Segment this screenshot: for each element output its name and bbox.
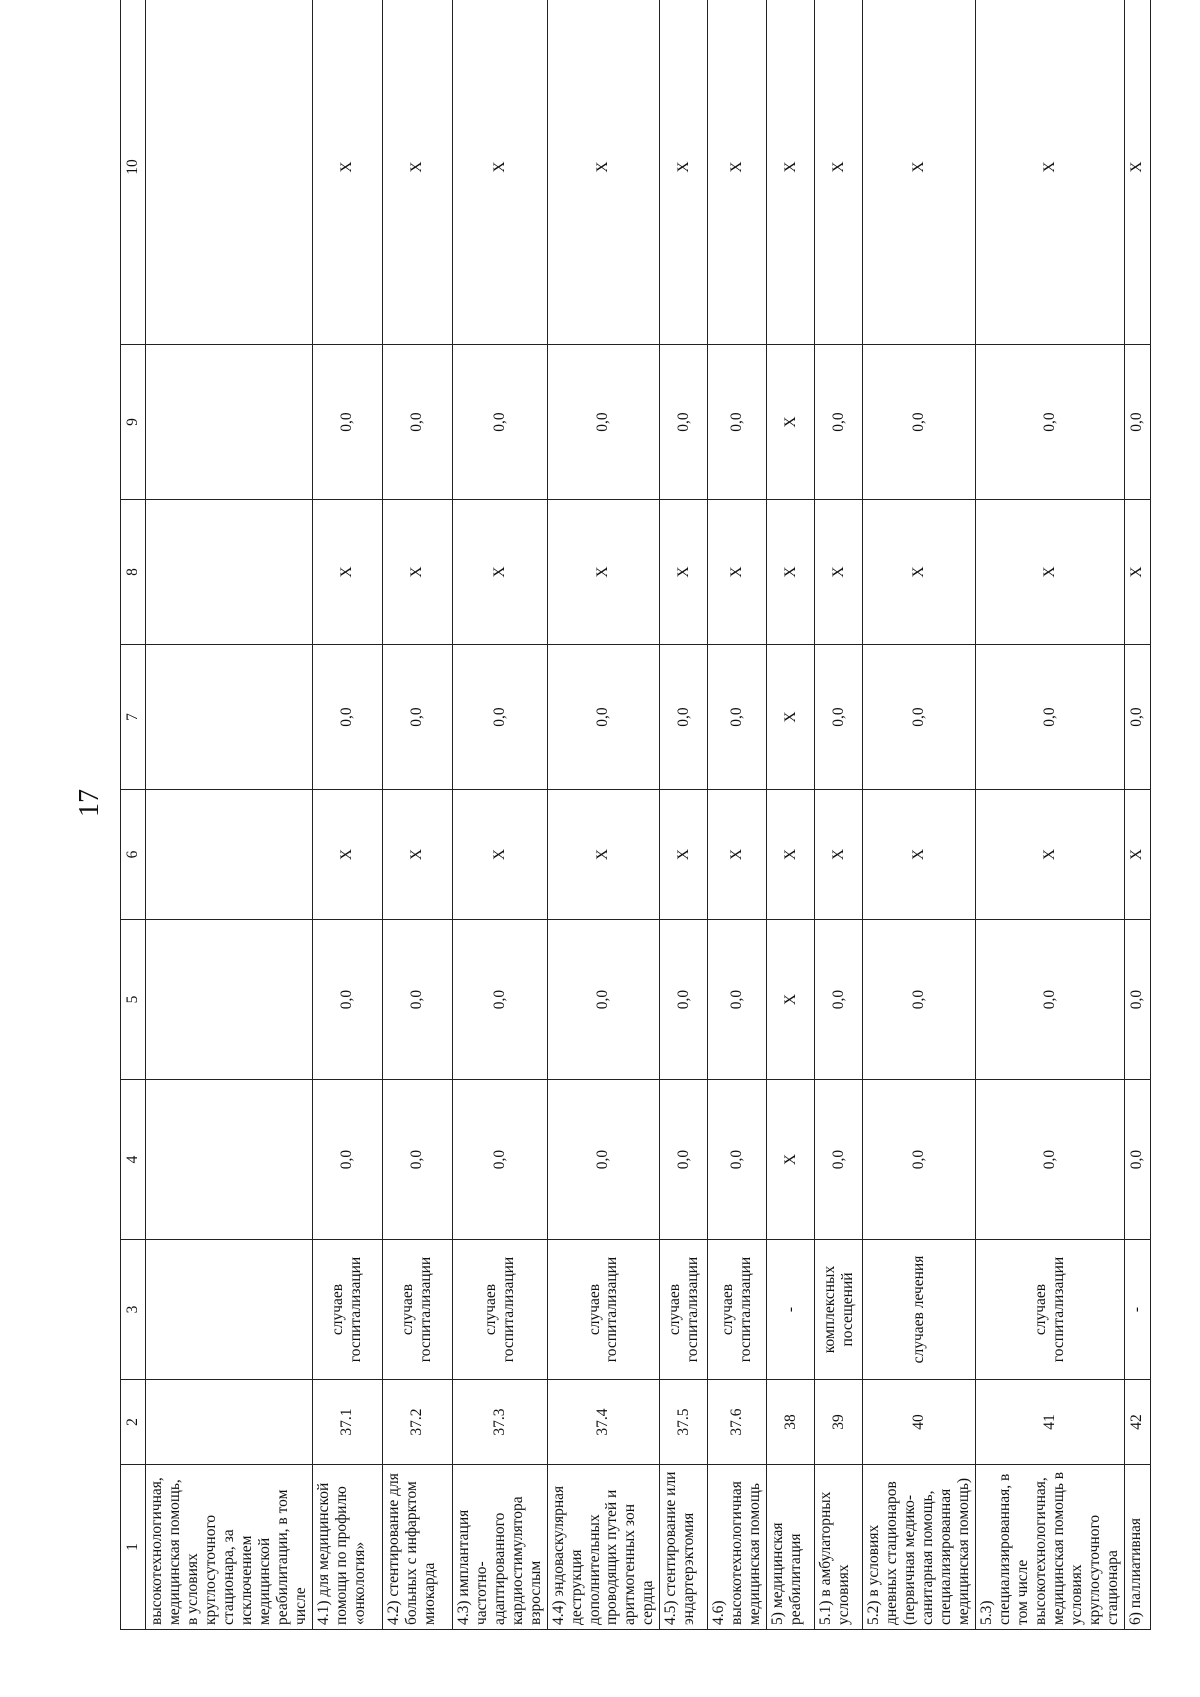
cell-value: X xyxy=(452,0,547,345)
cell-value: 0,0 xyxy=(452,645,547,790)
table-row xyxy=(863,0,976,1630)
cell-value: X xyxy=(863,0,976,345)
cell-value: X xyxy=(1124,500,1150,645)
cell-row-number: 38 xyxy=(767,1380,815,1465)
cell-value: X xyxy=(863,790,976,920)
cell-unit: случаев госпитализации xyxy=(452,1240,547,1380)
cell-value: 0,0 xyxy=(452,920,547,1080)
cell-value: 0,0 xyxy=(660,645,708,790)
cell-value: 0,0 xyxy=(452,1080,547,1240)
cell-row-number: 37.2 xyxy=(382,1380,452,1465)
cell-label: высокотехнологичная, медицинская помощь, в условиях круглосуточного стационара, за исключением медицинской реабилитации, в том числе xyxy=(146,1465,313,1630)
cell-value: X xyxy=(767,345,815,500)
data-table xyxy=(120,0,1151,1630)
column-header: 8 xyxy=(121,500,146,645)
cell-value: X xyxy=(382,790,452,920)
cell-unit xyxy=(146,1240,313,1380)
cell-value xyxy=(146,345,313,500)
cell-value: X xyxy=(767,500,815,645)
cell-value: 0,0 xyxy=(452,345,547,500)
table-row xyxy=(660,0,708,1630)
table-row xyxy=(312,0,382,1630)
cell-label: 5.3) специализированная, в том числе высокотехнологичная, медицинская помощь в условиях круглосуточного стационара xyxy=(976,1465,1125,1630)
cell-value: X xyxy=(660,790,708,920)
column-header: 7 xyxy=(121,645,146,790)
cell-value: X xyxy=(452,790,547,920)
cell-value: 0,0 xyxy=(708,345,767,500)
cell-value: X xyxy=(312,500,382,645)
cell-value: 0,0 xyxy=(863,920,976,1080)
cell-unit: случаев госпитализации xyxy=(708,1240,767,1380)
cell-value: 0,0 xyxy=(815,645,863,790)
cell-value: 0,0 xyxy=(1124,345,1150,500)
column-header: 6 xyxy=(121,790,146,920)
cell-label: 4.6) высокотехнологичная медицинская помощь xyxy=(708,1465,767,1630)
cell-value: X xyxy=(312,0,382,345)
cell-unit: случаев госпитализации xyxy=(976,1240,1125,1380)
cell-unit: - xyxy=(1124,1240,1150,1380)
cell-value: 0,0 xyxy=(1124,920,1150,1080)
cell-value: X xyxy=(547,790,660,920)
cell-value: X xyxy=(547,0,660,345)
cell-value: 0,0 xyxy=(660,345,708,500)
cell-row-number: 37.1 xyxy=(312,1380,382,1465)
cell-value: X xyxy=(382,500,452,645)
table-row xyxy=(382,0,452,1630)
header-row xyxy=(121,0,146,1630)
cell-value: X xyxy=(1124,790,1150,920)
cell-value: X xyxy=(815,500,863,645)
cell-unit: случаев госпитализации xyxy=(312,1240,382,1380)
cell-value: X xyxy=(767,920,815,1080)
cell-unit: случаев госпитализации xyxy=(660,1240,708,1380)
cell-value: 0,0 xyxy=(976,1080,1125,1240)
cell-value: 0,0 xyxy=(547,1080,660,1240)
cell-value: 0,0 xyxy=(976,920,1125,1080)
column-header: 3 xyxy=(121,1240,146,1380)
cell-value: X xyxy=(976,500,1125,645)
cell-value xyxy=(146,0,313,345)
cell-value: 0,0 xyxy=(547,920,660,1080)
cell-value: 0,0 xyxy=(1124,645,1150,790)
cell-value: 0,0 xyxy=(312,345,382,500)
cell-unit: случаев госпитализации xyxy=(547,1240,660,1380)
cell-value: X xyxy=(660,500,708,645)
cell-row-number: 42 xyxy=(1124,1380,1150,1465)
cell-value: 0,0 xyxy=(708,1080,767,1240)
cell-value: X xyxy=(452,500,547,645)
cell-value: 0,0 xyxy=(547,345,660,500)
cell-value: 0,0 xyxy=(312,1080,382,1240)
cell-value: 0,0 xyxy=(1124,1080,1150,1240)
cell-row-number: 37.5 xyxy=(660,1380,708,1465)
cell-value: X xyxy=(767,0,815,345)
cell-value: 0,0 xyxy=(863,645,976,790)
column-header: 10 xyxy=(121,0,146,345)
cell-value: X xyxy=(708,0,767,345)
column-header: 4 xyxy=(121,1080,146,1240)
table-row xyxy=(976,0,1125,1630)
cell-unit: комплексных посещений xyxy=(815,1240,863,1380)
cell-value: 0,0 xyxy=(382,645,452,790)
cell-row-number: 37.4 xyxy=(547,1380,660,1465)
cell-value xyxy=(146,645,313,790)
column-header: 9 xyxy=(121,345,146,500)
cell-value: 0,0 xyxy=(863,345,976,500)
table-row xyxy=(547,0,660,1630)
table-row xyxy=(708,0,767,1630)
cell-label: 6) паллиативная xyxy=(1124,1465,1150,1630)
cell-value: X xyxy=(767,790,815,920)
cell-value xyxy=(146,500,313,645)
cell-value: 0,0 xyxy=(976,645,1125,790)
column-header: 1 xyxy=(121,1465,146,1630)
cell-value xyxy=(146,920,313,1080)
cell-value: 0,0 xyxy=(708,920,767,1080)
cell-value: X xyxy=(863,500,976,645)
cell-row-number: 37.6 xyxy=(708,1380,767,1465)
cell-unit: случаев лечения xyxy=(863,1240,976,1380)
cell-label: 5.2) в условиях дневных стационаров (первичная медико-санитарная помощь, специализированная медицинская помощь) xyxy=(863,1465,976,1630)
cell-value: 0,0 xyxy=(382,1080,452,1240)
cell-label: 4.3) имплантация частотно-адаптированного кардиостимулятора взрослым xyxy=(452,1465,547,1630)
cell-value: X xyxy=(976,0,1125,345)
cell-value: 0,0 xyxy=(382,345,452,500)
cell-value: 0,0 xyxy=(815,920,863,1080)
cell-value: X xyxy=(547,500,660,645)
column-header: 2 xyxy=(121,1380,146,1465)
cell-value: 0,0 xyxy=(815,1080,863,1240)
table-row xyxy=(1124,0,1150,1630)
table-row xyxy=(452,0,547,1630)
cell-row-number: 39 xyxy=(815,1380,863,1465)
cell-value: 0,0 xyxy=(547,645,660,790)
cell-value: 0,0 xyxy=(382,920,452,1080)
column-header: 5 xyxy=(121,920,146,1080)
cell-label: 4.2) стентирование для больных с инфарктом миокарда xyxy=(382,1465,452,1630)
cell-unit: - xyxy=(767,1240,815,1380)
cell-value: 0,0 xyxy=(660,1080,708,1240)
table-row xyxy=(815,0,863,1630)
cell-label: 5) медицинская реабилитация xyxy=(767,1465,815,1630)
cell-label: 5.1) в амбулаторных условиях xyxy=(815,1465,863,1630)
cell-value xyxy=(146,790,313,920)
cell-value: 0,0 xyxy=(312,920,382,1080)
cell-row-number xyxy=(146,1380,313,1465)
cell-label: 4.1) для медицинской помощи по профилю «онкология» xyxy=(312,1465,382,1630)
cell-value: 0,0 xyxy=(815,345,863,500)
cell-value: 0,0 xyxy=(863,1080,976,1240)
cell-row-number: 40 xyxy=(863,1380,976,1465)
page-number: 17 xyxy=(74,789,105,817)
cell-value: X xyxy=(976,790,1125,920)
cell-unit: случаев госпитализации xyxy=(382,1240,452,1380)
cell-value: X xyxy=(660,0,708,345)
cell-value: X xyxy=(708,500,767,645)
cell-value: X xyxy=(815,790,863,920)
cell-value: X xyxy=(767,1080,815,1240)
cell-value: X xyxy=(382,0,452,345)
table-row xyxy=(146,0,313,1630)
cell-value: X xyxy=(815,0,863,345)
table-row xyxy=(767,0,815,1630)
cell-row-number: 37.3 xyxy=(452,1380,547,1465)
cell-value: 0,0 xyxy=(312,645,382,790)
cell-value: X xyxy=(767,645,815,790)
cell-value: 0,0 xyxy=(660,920,708,1080)
cell-value xyxy=(146,1080,313,1240)
cell-value: X xyxy=(708,790,767,920)
rotated-table-container xyxy=(120,50,1146,1630)
cell-value: 0,0 xyxy=(976,345,1125,500)
cell-row-number: 41 xyxy=(976,1380,1125,1465)
cell-label: 4.5) стентирование или эндартерэктомия xyxy=(660,1465,708,1630)
cell-label: 4.4) эндоваскулярная деструкция дополнительных проводящих путей и аритмогенных зон сердца xyxy=(547,1465,660,1630)
cell-value: 0,0 xyxy=(708,645,767,790)
cell-value: X xyxy=(312,790,382,920)
cell-value: X xyxy=(1124,0,1150,345)
